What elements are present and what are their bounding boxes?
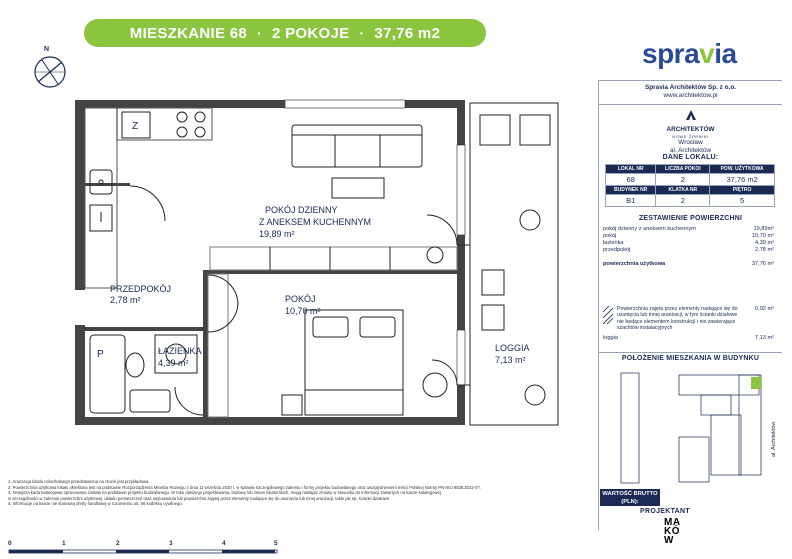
- stair-value: 2: [656, 195, 710, 207]
- lokal-label: LOKAL NR: [606, 165, 656, 174]
- stair-label: KLATKA NR: [656, 186, 710, 195]
- project-city: Wrocław: [678, 139, 703, 146]
- wall-bath-right: [203, 270, 208, 420]
- floor-value: 5: [710, 195, 775, 207]
- wall-bath-top: [85, 327, 205, 331]
- footnote-5: 4. Informacje na karcie nie stanowią oferty handlowej w rozumieniu art. 66 kodeksu cywilnego.: [8, 501, 183, 506]
- company-url: www.architektow.pl: [663, 92, 718, 99]
- project-subtitle: NOWE ŻERNIKI: [672, 134, 709, 139]
- total-area-row: powierzchnia użytkowa 37,76 m²: [603, 261, 774, 267]
- note-block: Powierzchnia zajęta przez elementy nadające się do usunięcia lub innej aranżacji, w tym ścianki działowe nie będące elementem konstrukcji i nie zawierające szachtów instalacyjnych 0,92 m² loggia 7,13 m²: [599, 306, 782, 342]
- room-p-mark: P: [97, 349, 104, 360]
- label-living-1: POKÓJ DZIENNY: [265, 205, 338, 215]
- scale-tick-label: 2: [116, 540, 120, 547]
- hatch-icon: [603, 306, 613, 324]
- apartment-title-banner: [84, 19, 486, 47]
- floor-plan: [70, 95, 570, 435]
- footnote-4: w szczególności w zakresie powierzchni użytkowej, układu pomieszczeń oraz usytuowania lub powierzchni zajętej przez elementy nadające się do usunięcia lub innej aranżacji, takie jak np. ścianki działowe.: [8, 495, 391, 501]
- apartment-number: MIESZKANIE 68: [129, 24, 248, 42]
- building-location-map: [599, 367, 782, 487]
- wall-bedroom-top: [208, 270, 457, 274]
- areas-title: ZESTAWIENIE POWIERZCHNI: [638, 215, 743, 222]
- bed: [305, 310, 403, 415]
- rooms-value: 2: [656, 174, 710, 186]
- architektow-logo-icon: [684, 109, 698, 121]
- unit-data-table: [605, 164, 775, 207]
- area-row: pokój dzienny z aneksem kuchennym 19,89m²: [603, 226, 774, 232]
- label-living-area: 19,89 m²: [259, 229, 295, 239]
- separator-dot: ·: [257, 25, 263, 41]
- map-street-label: al. Architektów: [771, 421, 777, 457]
- compass-icon: [30, 50, 70, 90]
- scale-bar: [8, 540, 308, 558]
- label-loggia-area: 7,13 m²: [495, 355, 526, 365]
- project-street: al. Architektów: [669, 147, 712, 154]
- rooms-label: LICZBA POKOI: [656, 165, 710, 174]
- designer-label: PROJEKTANT: [640, 508, 690, 515]
- separator-dot: ·: [359, 25, 365, 41]
- bathtub: [90, 335, 125, 413]
- outer-wall-bottom: [75, 417, 465, 425]
- info-panel: [598, 80, 781, 530]
- room-count: 2 POKOJE: [272, 24, 350, 42]
- label-bedroom: POKÓJ: [285, 294, 316, 304]
- compass-north-label: N: [44, 46, 50, 53]
- area-label: POW. UŻYTKOWA: [710, 165, 775, 174]
- apartment-location-marker: [751, 377, 761, 389]
- scale-tick-label: 5: [274, 540, 278, 547]
- wall-hall-partial: [85, 327, 90, 331]
- label-living-2: Z ANEKSEM KUCHENNYM: [259, 217, 372, 227]
- loggia-area: [470, 103, 558, 425]
- company-name: Spravia Architektów Sp. z o.o.: [644, 84, 737, 91]
- floor-label: PIĘTRO: [710, 186, 775, 195]
- price-label: WARTOŚĆ BRUTTO (PLN):: [600, 489, 660, 506]
- price-box: [598, 489, 781, 507]
- designer-logo: MA KÓ W: [664, 517, 681, 546]
- scale-tick-label: 4: [222, 540, 226, 547]
- sofa: [292, 125, 422, 167]
- area-row: przedpokój 2,78 m²: [603, 247, 774, 253]
- label-bedroom-area: 10,70 m²: [285, 306, 321, 316]
- spravia-logo: spravia: [642, 38, 737, 69]
- scale-tick-label: 3: [169, 540, 173, 547]
- scale-bar-graphic: [8, 549, 280, 554]
- label-hall: PRZEDPOKÓJ: [110, 284, 172, 294]
- areas-list: [599, 226, 782, 268]
- footnote-2: 2. Powierzchnia użytkowa lokalu określona jest na podstawie Rozporządzenia Ministra Rozwoju z dnia 11 września 2020 r. w sprawie szczegółowego zakresu i formy projektu budowlanego oraz uwzględnieniem treści Polskiej Normy PN-ISO 9836:2022-07.: [8, 484, 481, 490]
- scale-tick-label: 1: [62, 540, 66, 547]
- footnote-3: 3. Niniejsza karta katalogowa opracowana została na podstawie projektu budowlanego. W toku dalszego projektowania, budowy lub zmian lokatorskich, mogą nastąpić zmiany w stosunku do informacji zawartych na karcie katalogowej,: [8, 490, 442, 495]
- area-row: łazienka 4,39 m²: [603, 240, 774, 246]
- label-bath: ŁAZIENKA: [158, 346, 202, 356]
- building-value: B1: [606, 195, 656, 207]
- wall-kitchen-hall: [85, 183, 130, 186]
- area-row: pokój 10,70 m²: [603, 233, 774, 239]
- building-label: BUDYNEK NR: [606, 186, 656, 195]
- area-value: 37,76 m2: [710, 174, 775, 186]
- kitchen-counter-left: [85, 108, 117, 288]
- location-title: POŁOŻENIE MIESZKANIA W BUDYNKU: [621, 355, 760, 362]
- loggia-row: loggia 7,13 m²: [603, 335, 774, 342]
- apartment-area: 37,76 m2: [374, 24, 441, 42]
- label-bath-area: 4,39 m²: [158, 358, 189, 368]
- label-loggia: LOGGIA: [495, 343, 530, 353]
- footnote-1: 1. Aranżacja lokalu mieszkalnego przedstawiona na rzucie jest przykładowa.: [8, 479, 150, 484]
- outer-wall-top: [75, 100, 465, 108]
- unit-data-title: DANE LOKALU:: [662, 154, 719, 161]
- room-fridge-mark: Z: [132, 121, 139, 132]
- outer-wall-left: [75, 100, 85, 425]
- footnotes: [8, 479, 578, 507]
- lokal-value: 68: [606, 174, 656, 186]
- project-name: ARCHITEKTÓW: [666, 126, 715, 133]
- label-hall-area: 2,78 m²: [110, 295, 141, 305]
- scale-tick-label: 0: [8, 540, 12, 547]
